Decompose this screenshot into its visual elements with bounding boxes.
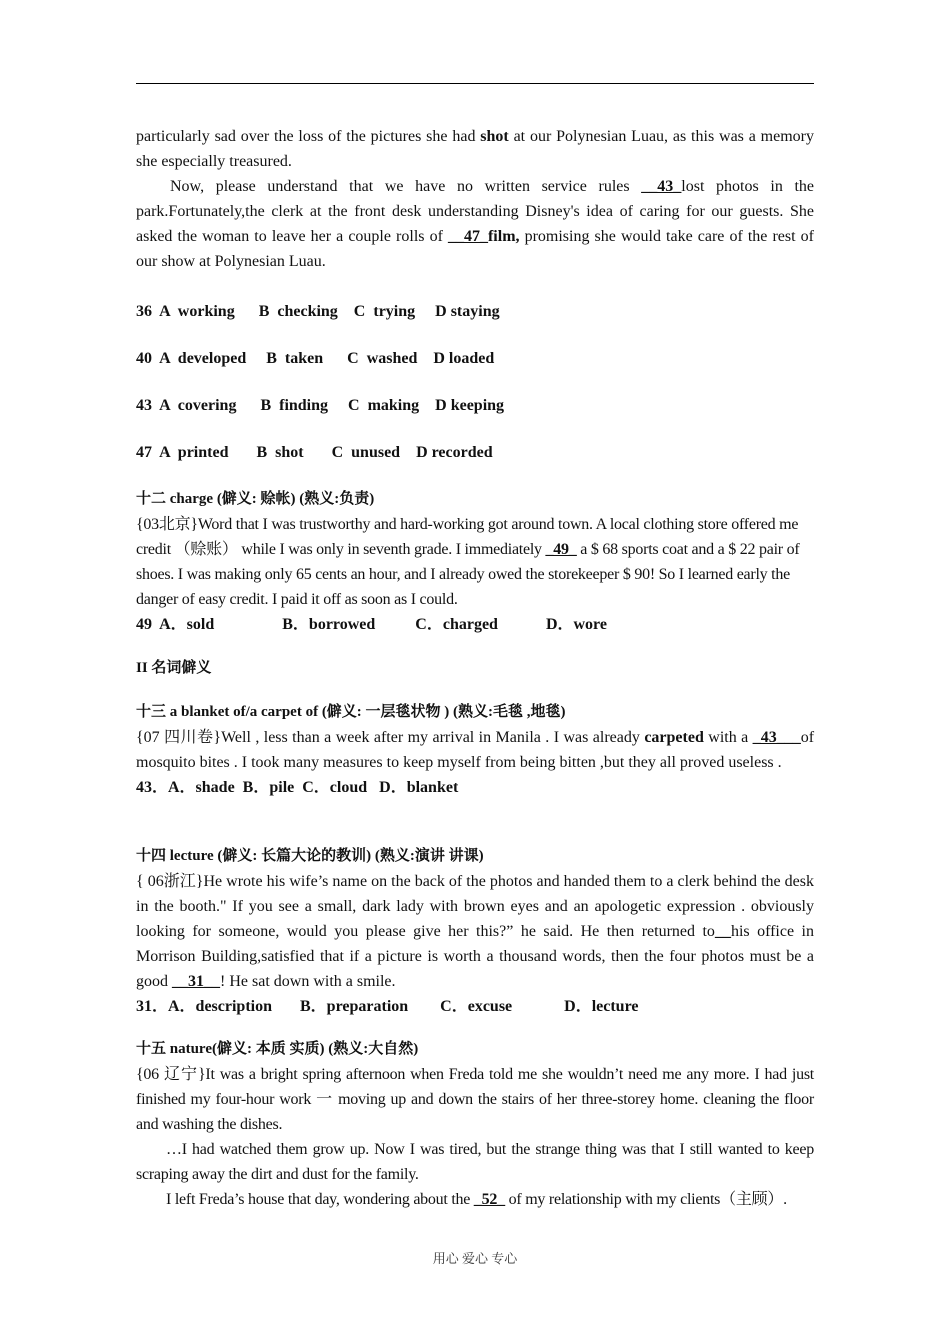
paragraph: Now, please understand that we have no written service rules __43_lost photos in the park.Fortunately,the clerk at the front desk understanding Disney's idea of caring for our guests. She asked the woman to leave her a couple rolls of __47_film, promising she would take care of the rest of our show at Polynesian Luau. — [136, 178, 815, 270]
page-footer: 用心 爱心 专心 — [432, 1251, 518, 1266]
option-row-40: 40 A developed B taken C washed D loaded — [136, 350, 495, 367]
section-charge — [136, 487, 814, 637]
blank-49: _49_ — [545, 541, 577, 558]
section-heading: 十四 lecture (僻义: 长篇大论的教训) (熟义:演讲 讲课) — [136, 848, 484, 864]
blank-43: _43___ — [752, 729, 801, 746]
section-heading-nouns: II 名词僻义 — [136, 660, 212, 676]
passage-continuation — [136, 124, 814, 274]
section-heading: 十三 a blanket of/a carpet of (僻义: 一层毯状物 ) (熟义:毛毯 ,地毯) — [136, 704, 566, 720]
option-row-47: 47 A printed B shot C unused D recorded — [136, 444, 493, 461]
section-blanket — [136, 700, 814, 800]
section-nature — [136, 1037, 814, 1212]
section-heading: 十二 charge (僻义: 赊帐) (熟义:负责) — [136, 491, 375, 507]
paragraph: {03北京}Word that I was trustworthy and hard-working got around town. A local clothing store offered me credit （赊账） while I was only in seventh grade. I immediately _49_ a $ 68 sports coat and a $ 22 pair of shoes. I was making only 65 cents an hour, and I already owed the storekeeper $ 90! So I learned early the danger of easy credit. I paid it off as soon as I could. — [136, 516, 800, 608]
paragraph: {07 四川卷}Well , less than a week after my arrival in Manila . I was already carpeted with a _43___of mosquito bites . I took many measures to keep myself from being bitten ,but they all proved useless . — [136, 729, 815, 771]
blank-43: __43_ — [641, 178, 682, 195]
option-row-31: 31．A．description B．preparation C．excuse D．lecture — [136, 998, 639, 1015]
option-row-43: 43．A．shade B．pile C．cloud D．blanket — [136, 779, 459, 796]
option-row-43: 43 A covering B finding C making D keeping — [136, 397, 505, 414]
paragraph: I left Freda’s house that day, wondering about the _52_ of my relationship with my clients（主顾）. — [166, 1191, 787, 1208]
blank-47: __47_ — [447, 228, 488, 245]
paragraph: …I had watched them grow up. Now I was tired, but the strange thing was that I still wanted to keep scraping away the dirt and dust for the family. — [136, 1141, 814, 1183]
keyword-shot: shot — [480, 128, 509, 145]
paragraph: { 06浙江}He wrote his wife’s name on the back of the photos and handed them to a clerk behind the desk in the booth." If you see a small, dark lady with brown eyes and an apologetic expression . obviously looking for someone, would you please give her this?” he said. He then returned to__his office in Morrison Building,satisfied that if a picture is worth a thousand words, then the four photos must be a good __31__! He sat down with a smile. — [136, 873, 814, 990]
blank-52: _52_ — [473, 1191, 505, 1208]
option-row-49: 49 A．sold B．borrowed C．charged D．wore — [136, 616, 607, 633]
option-row-36: 36 A working B checking C trying D staying — [136, 303, 500, 320]
section-lecture — [136, 844, 814, 1019]
blank-31: __31__ — [172, 973, 220, 990]
paragraph: particularly sad over the loss of the pictures she had shot at our Polynesian Luau, as this was a memory she especially treasured. — [136, 128, 814, 170]
paragraph: {06 辽宁}It was a bright spring afternoon when Freda told me she wouldn’t need me any more. I had just finished my four-hour work 一 moving up and down the stairs of her three-storey home. cleaning the floor and washing the dishes. — [136, 1066, 814, 1133]
section-heading: 十五 nature(僻义: 本质 实质) (熟义:大自然) — [136, 1041, 419, 1057]
header-rule — [136, 83, 814, 84]
